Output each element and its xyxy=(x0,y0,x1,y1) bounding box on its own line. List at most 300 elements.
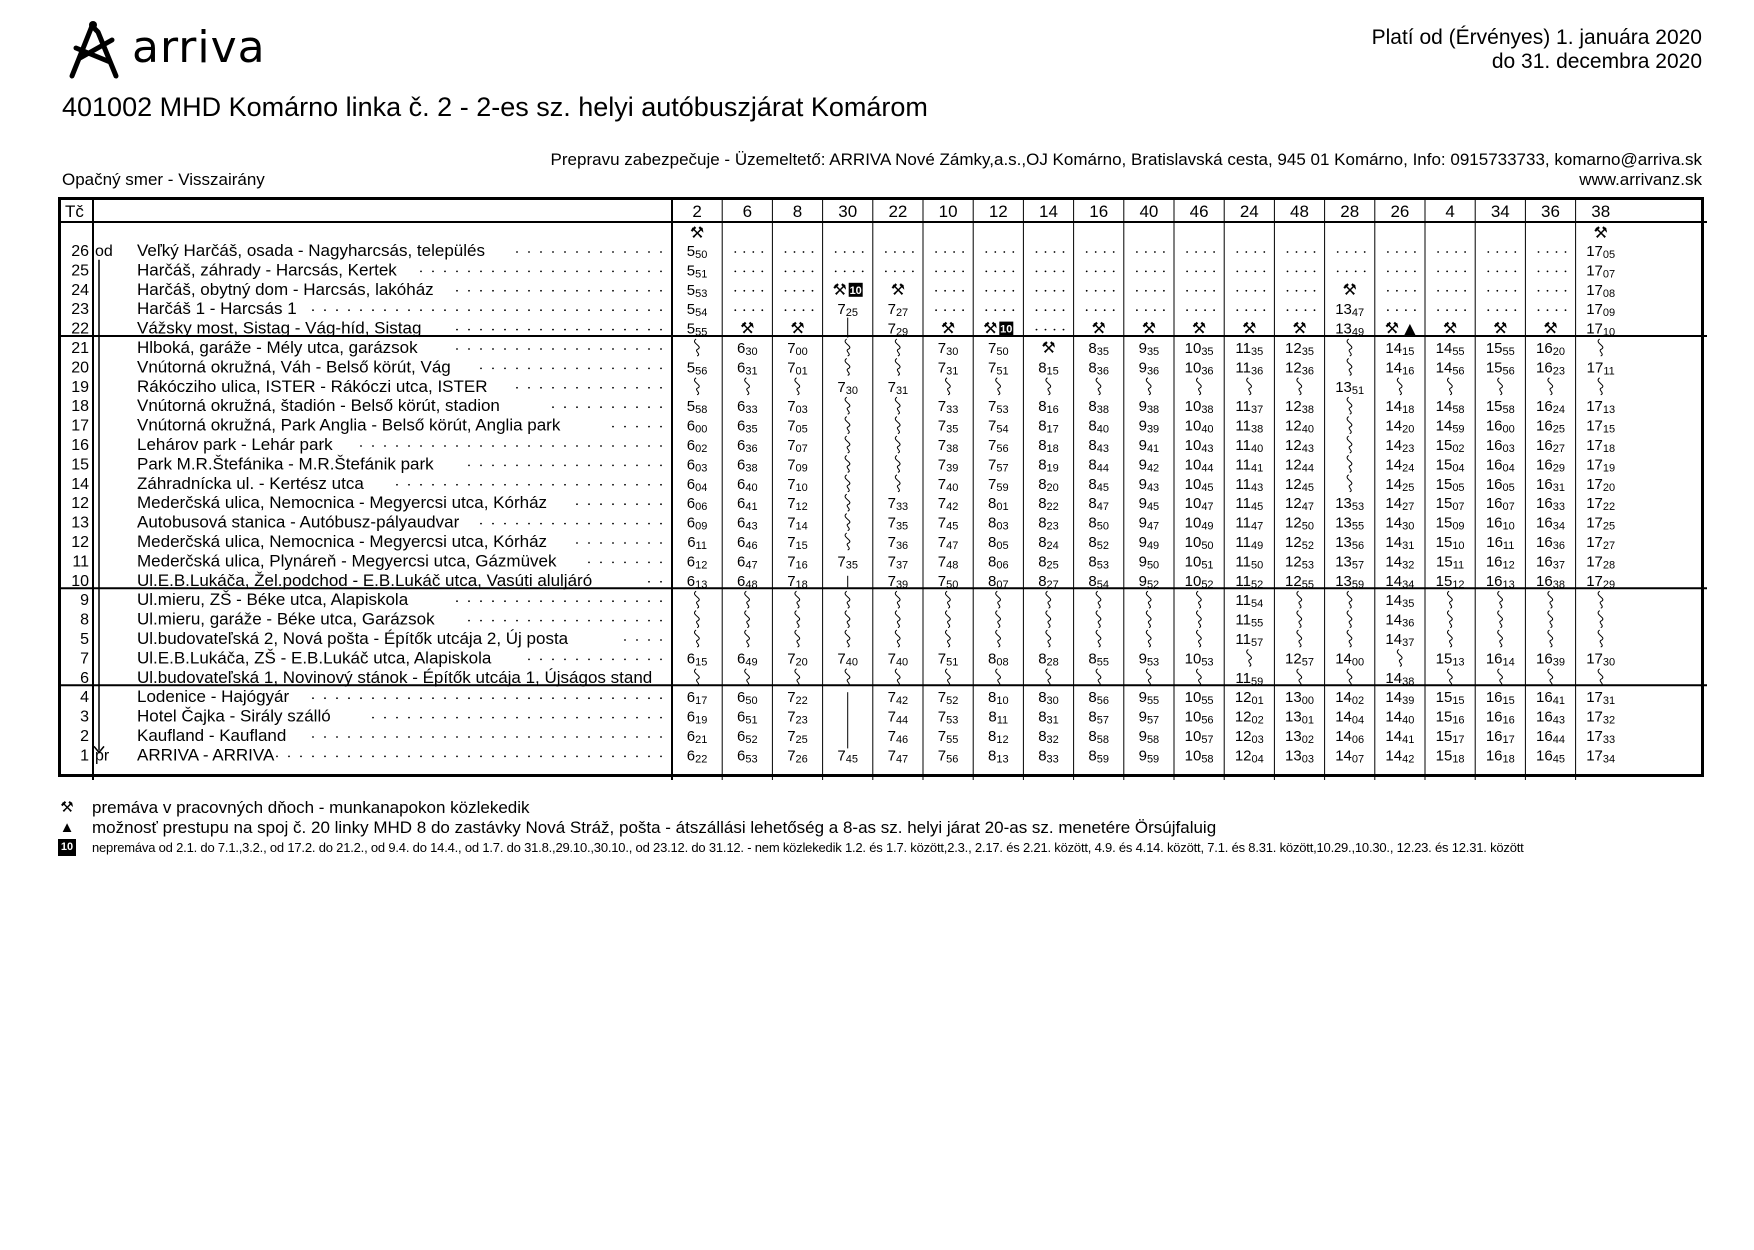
skip-icon xyxy=(1447,669,1452,686)
leader-dot xyxy=(408,445,410,447)
leader-dot xyxy=(944,271,946,273)
hammer-icon: ⚒ xyxy=(1041,338,1056,357)
time-cell: 1137 xyxy=(1235,398,1264,417)
leader-dot xyxy=(324,756,326,758)
leader-dot xyxy=(432,445,434,447)
leader-dot xyxy=(1045,329,1047,331)
leader-dot xyxy=(944,309,946,311)
skip-icon xyxy=(845,630,850,647)
time-cell: 827 xyxy=(1038,572,1059,591)
time-cell: 635 xyxy=(737,417,758,436)
time-cell: 609 xyxy=(686,514,708,533)
time-cell: 1719 xyxy=(1586,456,1616,475)
skip-icon xyxy=(745,611,750,628)
leader-dot xyxy=(492,465,494,467)
time-cell: 754 xyxy=(988,417,1009,436)
leader-dot xyxy=(552,329,554,331)
stop-name: Harčáš, obytný dom - Harcsás, lakóház xyxy=(137,279,434,299)
stop-name: Vnútorná okružná, štadión - Belső körút, stadion xyxy=(137,396,500,416)
leader-dot xyxy=(624,600,626,602)
leader-dot xyxy=(1136,271,1138,273)
leader-dot xyxy=(1387,309,1389,311)
leader-dot xyxy=(276,756,278,758)
leader-dot xyxy=(552,736,554,738)
leader-dot xyxy=(624,562,626,564)
leader-dot xyxy=(1337,251,1339,253)
skip-icon xyxy=(895,591,900,608)
time-cell: 1442 xyxy=(1385,747,1415,766)
leader-dot xyxy=(456,329,458,331)
skip-icon xyxy=(795,630,800,647)
leader-dot xyxy=(504,290,506,292)
leader-dot xyxy=(1213,251,1215,253)
leader-dot xyxy=(1036,309,1038,311)
leader-dot xyxy=(1296,251,1298,253)
leader-dot xyxy=(576,484,578,486)
leader-dot xyxy=(528,309,530,311)
time-cell: 1510 xyxy=(1435,534,1465,552)
leader-dot xyxy=(624,445,626,447)
leader-dot xyxy=(432,736,434,738)
trip-number: 10 xyxy=(938,202,958,221)
time-cell: 1357 xyxy=(1335,553,1365,572)
skip-icon xyxy=(745,669,750,686)
leader-dot xyxy=(1045,290,1047,292)
leader-dot xyxy=(648,503,650,505)
stop-name: Vnútorná okružná, Váh - Belső körút, Vág xyxy=(137,357,451,377)
leader-dot xyxy=(953,251,955,253)
hammer-icon: ⚒ xyxy=(1091,318,1106,338)
trip-number: 16 xyxy=(1089,202,1109,221)
time-cell: 733 xyxy=(937,398,959,417)
leader-dot xyxy=(812,309,814,311)
time-cell: 1203 xyxy=(1234,728,1264,746)
skip-icon xyxy=(895,455,900,472)
skip-icon xyxy=(1247,649,1252,666)
time-cell: 1303 xyxy=(1285,747,1314,766)
time-cell: 558 xyxy=(686,398,708,417)
leader-dot xyxy=(480,697,482,699)
leader-dot xyxy=(576,251,578,253)
leader-dot xyxy=(600,271,602,273)
skip-icon xyxy=(1096,591,1101,608)
leader-dot xyxy=(552,271,554,273)
skip-icon xyxy=(945,630,950,647)
stop-tc: 6 xyxy=(80,669,89,687)
time-cell: 1301 xyxy=(1285,708,1314,727)
leader-dot xyxy=(1538,251,1540,253)
time-cell: 1515 xyxy=(1435,689,1465,708)
leader-dot xyxy=(1095,251,1097,253)
leader-dot xyxy=(588,251,590,253)
time-cell: 1511 xyxy=(1436,553,1465,572)
skip-icon xyxy=(745,630,750,647)
leader-dot xyxy=(648,581,650,583)
time-cell: 936 xyxy=(1138,359,1160,378)
time-cell: 830 xyxy=(1038,689,1059,708)
skip-icon xyxy=(1548,378,1553,395)
leader-dot xyxy=(835,251,837,253)
leader-dot xyxy=(636,542,638,544)
leader-dot xyxy=(612,445,614,447)
leader-dot xyxy=(1054,271,1056,273)
leader-dot xyxy=(648,290,650,292)
leader-dot xyxy=(612,503,614,505)
leader-dot xyxy=(312,697,314,699)
leader-dot xyxy=(456,717,458,719)
time-cell: 606 xyxy=(686,495,708,514)
leader-dot xyxy=(600,542,602,544)
time-cell: 1614 xyxy=(1485,650,1515,669)
leader-dot xyxy=(648,542,650,544)
time-cell: 1627 xyxy=(1536,437,1565,455)
leader-dot xyxy=(480,329,482,331)
leader-dot xyxy=(785,271,787,273)
time-cell: 855 xyxy=(1088,650,1109,669)
skip-icon xyxy=(694,591,699,608)
time-cell: 854 xyxy=(1088,572,1109,591)
leader-dot xyxy=(624,697,626,699)
skip-icon xyxy=(745,378,750,395)
trip-number: 46 xyxy=(1189,202,1209,221)
leader-dot xyxy=(1556,251,1558,253)
leader-dot xyxy=(408,309,410,311)
leader-dot xyxy=(528,251,530,253)
time-cell: 718 xyxy=(787,572,808,591)
skip-icon xyxy=(945,591,950,608)
hammer-icon: ⚒ xyxy=(1593,223,1608,242)
leader-dot xyxy=(456,600,458,602)
leader-dot xyxy=(1036,290,1038,292)
leader-dot xyxy=(944,251,946,253)
time-cell: 950 xyxy=(1138,553,1160,572)
leader-dot xyxy=(372,697,374,699)
leader-dot xyxy=(1464,290,1466,292)
leader-dot xyxy=(336,756,338,758)
time-cell: 744 xyxy=(887,708,909,727)
time-cell: 1641 xyxy=(1536,689,1565,708)
time-cell: 1709 xyxy=(1586,301,1616,320)
time-cell: 555 xyxy=(686,320,708,339)
leader-dot xyxy=(1305,290,1307,292)
leader-dot xyxy=(660,290,662,292)
leader-dot xyxy=(1045,271,1047,273)
time-cell: 1235 xyxy=(1285,340,1314,358)
leader-dot xyxy=(1514,290,1516,292)
skip-icon xyxy=(1046,630,1051,647)
leader-dot xyxy=(985,251,987,253)
leader-dot xyxy=(1455,251,1457,253)
skip-icon xyxy=(1598,339,1603,356)
skip-icon xyxy=(895,630,900,647)
leader-dot xyxy=(1514,271,1516,273)
skip-icon xyxy=(895,339,900,356)
leader-dot xyxy=(1086,309,1088,311)
leader-dot xyxy=(480,484,482,486)
time-cell: 613 xyxy=(686,572,708,591)
logo-text: arriva xyxy=(132,22,266,73)
leader-dot xyxy=(660,562,662,564)
leader-dot xyxy=(480,445,482,447)
leader-dot xyxy=(660,445,662,447)
time-cell: 1351 xyxy=(1335,378,1365,397)
leader-dot xyxy=(1186,290,1188,292)
leader-dot xyxy=(492,600,494,602)
leader-dot xyxy=(468,329,470,331)
leader-dot xyxy=(660,542,662,544)
leader-dot xyxy=(985,290,987,292)
leader-dot xyxy=(1245,309,1247,311)
stop-tc: 26 xyxy=(71,243,89,260)
skip-icon xyxy=(845,436,850,453)
leader-dot xyxy=(612,484,614,486)
leader-dot xyxy=(600,387,602,389)
time-cell: 1610 xyxy=(1485,514,1515,533)
leader-dot xyxy=(648,309,650,311)
skip-icon xyxy=(895,358,900,375)
leader-dot xyxy=(1547,251,1549,253)
website-link[interactable]: www.arrivanz.sk xyxy=(1579,170,1702,189)
trip-number: 22 xyxy=(888,202,908,221)
leader-dot xyxy=(600,503,602,505)
leader-dot xyxy=(468,736,470,738)
skip-icon xyxy=(1598,611,1603,628)
legend-row-restriction xyxy=(58,838,1718,858)
skip-icon xyxy=(1347,397,1352,414)
time-cell: 1434 xyxy=(1385,572,1415,591)
leader-dot xyxy=(540,271,542,273)
time-cell: 1633 xyxy=(1536,495,1565,514)
time-cell: 1240 xyxy=(1285,417,1314,436)
leader-dot xyxy=(600,465,602,467)
time-cell: 955 xyxy=(1138,689,1160,708)
time-cell: 745 xyxy=(937,514,959,533)
leader-dot xyxy=(1487,251,1489,253)
time-cell: 740 xyxy=(887,650,909,669)
time-cell: 1504 xyxy=(1435,456,1465,475)
leader-dot xyxy=(1437,251,1439,253)
time-cell: 551 xyxy=(686,262,708,281)
leader-dot xyxy=(612,562,614,564)
skip-icon xyxy=(996,591,1001,608)
stop-tc: 19 xyxy=(71,378,89,396)
leader-dot xyxy=(564,659,566,661)
time-cell: 750 xyxy=(988,340,1009,358)
leader-dot xyxy=(1186,309,1188,311)
leader-dot xyxy=(420,756,422,758)
skip-icon xyxy=(1498,591,1503,608)
time-cell: 1201 xyxy=(1234,689,1264,708)
time-cell: 1731 xyxy=(1586,689,1616,708)
leader-dot xyxy=(1455,309,1457,311)
time-cell: 1135 xyxy=(1235,340,1264,358)
hammer-icon: ⚒ xyxy=(1242,318,1257,338)
trip-number: 40 xyxy=(1139,202,1159,221)
leader-dot xyxy=(1496,309,1498,311)
leader-dot xyxy=(600,406,602,408)
leader-dot xyxy=(360,445,362,447)
skip-icon xyxy=(1146,611,1151,628)
leader-dot xyxy=(624,620,626,622)
leader-dot xyxy=(660,581,662,583)
leader-dot xyxy=(1455,271,1457,273)
time-cell: 736 xyxy=(887,534,909,552)
trip-number: 38 xyxy=(1591,202,1611,221)
time-cell: 630 xyxy=(737,340,758,358)
leader-dot xyxy=(1565,251,1567,253)
leader-dot xyxy=(624,465,626,467)
stop-tc: 11 xyxy=(72,553,89,571)
leader-dot xyxy=(492,523,494,525)
time-cell: 731 xyxy=(937,359,959,378)
time-cell: 1359 xyxy=(1335,572,1365,591)
time-cell: 1255 xyxy=(1285,572,1314,591)
time-cell: 1136 xyxy=(1235,359,1264,378)
leader-dot xyxy=(648,251,650,253)
skip-icon xyxy=(1598,378,1603,395)
leader-dot xyxy=(1204,251,1206,253)
leader-dot xyxy=(552,600,554,602)
leader-dot xyxy=(660,426,662,428)
leader-dot xyxy=(1236,309,1238,311)
leader-dot xyxy=(504,309,506,311)
legend-text-restriction: nepremáva od 2.1. do 7.1.,3.2., od 17.2. do 21.2., od 9.4. do 14.4., od 1.7. do 31.8.,29.10.,30.10., od 23.12. do 31.12. - nem közlekedik 1.2. és 1.7. között,2.3., 2.17. és 2.21. között, 4.9. és 4.14. között, 7.1. és 8.31. között,10.29.,10.30., 12.23. és 12.31. között xyxy=(92,840,1524,855)
leader-dot xyxy=(1556,271,1558,273)
leader-dot xyxy=(576,503,578,505)
leader-dot xyxy=(985,271,987,273)
leader-dot xyxy=(844,251,846,253)
leader-dot xyxy=(564,717,566,719)
leader-dot xyxy=(612,717,614,719)
skip-icon xyxy=(1297,630,1302,647)
leader-dot xyxy=(935,309,937,311)
leader-dot xyxy=(752,251,754,253)
stop-tc: 9 xyxy=(80,592,89,610)
time-cell: 957 xyxy=(1138,708,1160,727)
time-cell: 738 xyxy=(937,437,959,455)
leader-dot xyxy=(1245,290,1247,292)
leader-dot xyxy=(540,736,542,738)
leader-dot xyxy=(612,426,614,428)
stop-tc: 24 xyxy=(71,281,89,299)
time-cell: 715 xyxy=(787,534,808,552)
leader-dot xyxy=(1003,309,1005,311)
time-cell: 857 xyxy=(1088,708,1109,727)
leader-dot xyxy=(528,659,530,661)
leader-dot xyxy=(552,368,554,370)
leader-dot xyxy=(444,309,446,311)
leader-dot xyxy=(1012,251,1014,253)
leader-dot xyxy=(1414,271,1416,273)
leader-dot xyxy=(612,600,614,602)
leader-dot xyxy=(636,503,638,505)
leader-dot xyxy=(396,717,398,719)
time-cell: 1441 xyxy=(1385,728,1415,746)
time-cell: 733 xyxy=(887,495,909,514)
leader-dot xyxy=(588,523,590,525)
time-cell: 1435 xyxy=(1385,592,1415,611)
leader-dot xyxy=(912,251,914,253)
leader-dot xyxy=(300,756,302,758)
time-cell: 836 xyxy=(1088,359,1109,378)
time-cell: 600 xyxy=(686,417,708,436)
leader-dot xyxy=(504,445,506,447)
leader-dot xyxy=(1287,251,1289,253)
leader-dot xyxy=(648,562,650,564)
leader-dot xyxy=(994,309,996,311)
time-cell: 726 xyxy=(787,747,808,766)
time-cell: 729 xyxy=(887,320,909,339)
time-cell: 709 xyxy=(787,456,808,475)
time-cell: 703 xyxy=(787,398,808,417)
leader-dot xyxy=(1213,290,1215,292)
leader-dot xyxy=(734,290,736,292)
leader-dot xyxy=(468,271,470,273)
leader-dot xyxy=(420,717,422,719)
leader-dot xyxy=(528,329,530,331)
time-cell: 750 xyxy=(937,572,959,591)
leader-dot xyxy=(752,309,754,311)
time-cell: 1150 xyxy=(1235,553,1264,572)
stop-name: Vážsky most, Sistag - Vág-híd, Sistag xyxy=(137,318,422,338)
skip-icon xyxy=(1347,455,1352,472)
time-cell: 1404 xyxy=(1335,708,1365,727)
time-cell: 1247 xyxy=(1285,495,1314,514)
leader-dot xyxy=(432,717,434,719)
leader-dot xyxy=(812,271,814,273)
skip-icon xyxy=(1096,611,1101,628)
leader-dot xyxy=(528,736,530,738)
leader-dot xyxy=(636,290,638,292)
leader-dot xyxy=(1145,251,1147,253)
leader-dot xyxy=(516,697,518,699)
leader-dot xyxy=(504,523,506,525)
leader-dot xyxy=(761,251,763,253)
leader-dot xyxy=(492,348,494,350)
time-cell: 1732 xyxy=(1586,708,1616,727)
leader-dot xyxy=(1145,290,1147,292)
leader-dot xyxy=(612,523,614,525)
stop-name: Ul.mieru, ZŠ - Béke utca, Alapiskola xyxy=(137,590,409,610)
skip-icon xyxy=(945,378,950,395)
time-cell: 959 xyxy=(1138,747,1160,766)
time-cell: 1440 xyxy=(1385,708,1415,727)
leader-dot xyxy=(528,271,530,273)
leader-dot xyxy=(504,484,506,486)
leader-dot xyxy=(1305,251,1307,253)
leader-dot xyxy=(588,736,590,738)
time-cell: 1423 xyxy=(1385,437,1415,455)
time-cell: 1637 xyxy=(1536,553,1565,572)
time-cell: 638 xyxy=(737,456,758,475)
leader-dot xyxy=(552,445,554,447)
leader-dot xyxy=(1405,271,1407,273)
time-cell: 653 xyxy=(737,747,758,766)
time-cell: 1427 xyxy=(1385,495,1415,514)
time-cell: 1620 xyxy=(1536,340,1565,358)
skip-icon xyxy=(845,669,850,686)
time-cell: 735 xyxy=(837,553,858,572)
skip-icon xyxy=(1397,649,1402,666)
leader-dot xyxy=(994,251,996,253)
time-cell: 746 xyxy=(887,728,909,746)
leader-dot xyxy=(540,290,542,292)
skip-icon xyxy=(694,339,699,356)
stop-tc: 7 xyxy=(80,650,89,668)
time-cell: 1645 xyxy=(1536,747,1565,766)
hammer-icon: ⚒ xyxy=(1543,318,1558,338)
time-cell: 939 xyxy=(1138,417,1160,436)
